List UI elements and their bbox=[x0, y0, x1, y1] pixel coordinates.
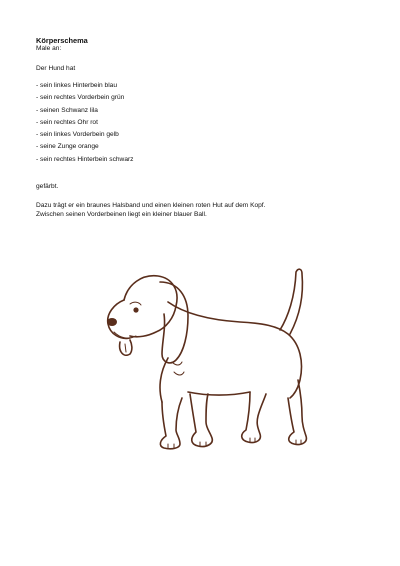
list-item: - sein rechtes Ohr rot bbox=[36, 118, 98, 126]
dog-hind-leg-left bbox=[242, 392, 266, 443]
dog-outline-icon bbox=[90, 262, 320, 462]
list-item: - seine Zunge orange bbox=[36, 143, 99, 151]
paragraph-line: Dazu trägt er ein braunes Halsband und einen kleinen roten Hut auf dem Kopf. bbox=[36, 202, 266, 209]
dog-ear bbox=[160, 282, 188, 363]
list-item: - sein linkes Hinterbein blau bbox=[36, 82, 117, 89]
description-paragraph bbox=[36, 201, 376, 220]
outro-text: gefärbt. bbox=[36, 183, 59, 190]
worksheet-subtitle: Male an: bbox=[36, 45, 62, 52]
dog-nose bbox=[107, 318, 117, 326]
list-item: - sein linkes Vorderbein gelb bbox=[36, 131, 119, 139]
list-item: - sein rechtes Hinterbein schwarz bbox=[36, 155, 134, 163]
dog-tail bbox=[280, 269, 302, 334]
dog-head bbox=[124, 276, 177, 337]
dog-eye bbox=[133, 307, 138, 312]
worksheet-title: Körperschema bbox=[36, 36, 88, 45]
intro-text: Der Hund hat bbox=[36, 65, 76, 72]
list-item: - seinen Schwanz lila bbox=[36, 106, 98, 114]
instruction-list bbox=[36, 83, 133, 169]
paragraph-line: Zwischen seinen Vorderbeinen liegt ein kleiner blauer Ball. bbox=[36, 211, 207, 219]
dog-front-leg-left bbox=[160, 398, 182, 449]
list-item: - sein rechtes Vorderbein grün bbox=[36, 94, 125, 102]
dog-front-leg-right bbox=[190, 394, 212, 447]
